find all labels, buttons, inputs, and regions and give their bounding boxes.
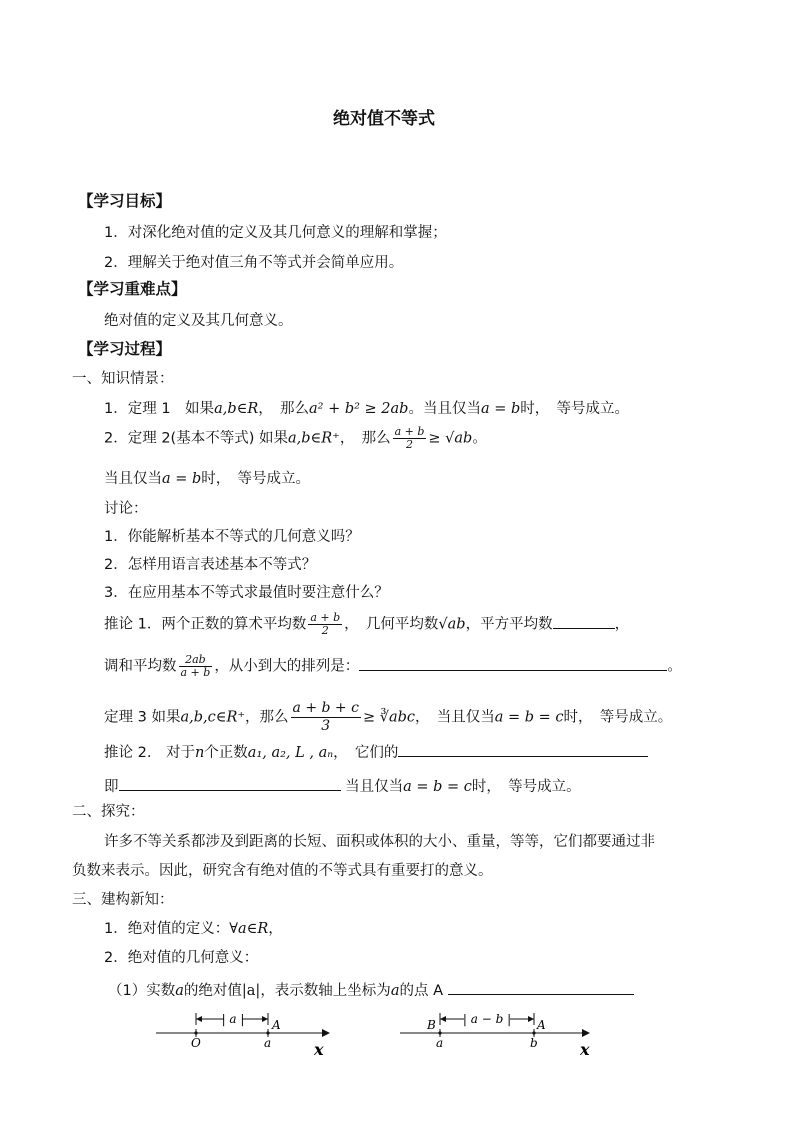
theorem-2-condition-line: [104, 470, 310, 488]
thm2-line2-prefix: 当且仅当: [104, 471, 162, 487]
cor1-fraction: [308, 612, 342, 637]
cor1-frac-den: 2: [321, 624, 329, 637]
axis-arrow: [582, 1029, 590, 1037]
cor1-tail: ，平方平均数: [465, 616, 553, 633]
thm3-fraction: [291, 700, 361, 735]
cor1-end: ，: [614, 616, 630, 633]
part1-heading: 一、知识情景：: [72, 371, 174, 387]
theorem-3: [104, 700, 672, 735]
thm3-frac-den: 3: [321, 718, 331, 734]
thm3-eq: a = b = c: [494, 709, 564, 726]
fig2-abs-label: | a − b |: [462, 1012, 512, 1026]
theorem-1: [104, 400, 629, 418]
item1-a2: a: [390, 983, 400, 999]
harm-frac-num: 2ab: [179, 654, 213, 667]
part3-heading: 三、建构新知：: [72, 892, 174, 908]
thm2-frac-den: 2: [405, 438, 413, 451]
thm3-frac-num: a + b + c: [292, 700, 359, 716]
cor2-prefix: 推论 2. 对于: [104, 745, 195, 761]
thm2-prefix: 2．定理 2(基本不等式) 如果: [104, 430, 288, 447]
harm-tail: ，从小到大的排列是：: [214, 658, 360, 675]
item1-abs: |a|: [241, 983, 261, 999]
dim-arrow-left: [440, 1016, 446, 1022]
goal-2: 2．理解关于绝对值三角不等式并会简单应用。: [104, 255, 404, 271]
cor1-prefix: 推论 1．两个正数的算术平均数: [104, 616, 307, 633]
thm1-tail1: 。当且仅当: [408, 401, 481, 417]
geo-item-1: [108, 980, 634, 1000]
geo-meaning-label: 2．绝对值的几何意义：: [104, 950, 259, 966]
fig2-point-B: B: [427, 1018, 436, 1032]
keypoints-heading: 【学习重难点】: [78, 280, 187, 298]
def-prefix: 1．绝对值的定义：: [104, 921, 230, 937]
fig1-tick-a-label: a: [264, 1036, 272, 1050]
thm1-prefix: 1．定理 1 如果: [104, 401, 215, 417]
item1-tail: 的点 A: [399, 983, 443, 999]
cor2-sequence: a₁, a₂, L , aₙ: [247, 745, 334, 761]
item1-mid2: ，表示数轴上坐标为: [260, 983, 391, 999]
fig2-axis-label: x: [580, 1040, 590, 1059]
harm-fraction: [179, 654, 213, 679]
part2-heading: 二、探究：: [72, 804, 145, 820]
goal-1: 1．对深化绝对值的定义及其几何意义的理解和掌握；: [104, 225, 447, 241]
thm1-equality: a = b: [480, 401, 521, 417]
item1-mid1: 的绝对值: [183, 983, 242, 999]
cor2-blank-2[interactable]: [119, 776, 341, 791]
dim-arrow-right: [528, 1016, 534, 1022]
fig1-abs-label: | a |: [221, 1012, 245, 1026]
thm1-inequality: a² + b² ≥ 2ab: [309, 401, 409, 417]
harm-frac-den: a + b: [180, 666, 211, 679]
cor2-tail: ， 它们的: [333, 745, 399, 761]
fig2-tick-a-label: a: [436, 1036, 444, 1050]
thm2-mid: ， 那么: [339, 430, 391, 447]
point-b: [532, 1031, 535, 1034]
thm3-tail1: ， 当且仅当: [415, 709, 495, 726]
item1-a: a: [175, 983, 184, 999]
corollary-2: [104, 742, 648, 762]
harm-end: 。: [667, 658, 682, 675]
cor1-frac-num: a + b: [310, 611, 341, 624]
thm2-tail: 。: [472, 430, 487, 447]
theorem-2: [104, 426, 487, 451]
thm1-tail2: 时， 等号成立。: [520, 401, 629, 417]
discussion-q1: 1．你能解析基本不等式的几何意义吗？: [104, 529, 360, 545]
thm3-mid: ，那么: [245, 709, 289, 726]
fig2-tick-b-label: b: [530, 1036, 538, 1050]
thm3-condition: a,b,c∈R⁺: [180, 709, 246, 726]
harmonic-mean-line: [104, 654, 682, 679]
process-heading: 【学习过程】: [78, 340, 172, 358]
thm2-frac-num: a + b: [394, 425, 425, 438]
corollary-2-line2: [104, 776, 581, 796]
fig1-point-A: A: [272, 1018, 281, 1032]
part2-para-line1: 许多不等关系都涉及到距离的长短、面积或体积的大小、重量，等等，它们都要通过非: [104, 834, 655, 850]
discussion-q2: 2．怎样用语言表述基本不等式？: [104, 557, 317, 573]
part2-para-line2: 负数来表示。因此，研究含有绝对值的不等式具有重要打的意义。: [72, 863, 493, 879]
def-math: ∀a∈R: [229, 921, 269, 937]
thm1-condition: a,b∈R: [214, 401, 259, 417]
cor1-mid: ， 几何平均数: [344, 616, 439, 633]
thm2-condition: a,b∈R⁺: [287, 430, 340, 447]
number-line-figure-1: [150, 1005, 340, 1063]
page-title: 绝对值不等式: [333, 109, 435, 129]
thm2-line2-eq: a = b: [162, 471, 202, 487]
discussion-q3: 3．在应用基本不等式求最值时要注意什么？: [104, 585, 389, 601]
thm3-prefix: 定理 3 如果: [104, 709, 181, 726]
cor2-line2-eq: a = b = c: [403, 779, 472, 795]
thm3-rhs: ≥ ∛abc: [362, 709, 415, 726]
ordering-blank[interactable]: [359, 656, 667, 671]
item1-prefix: （1）实数: [108, 983, 176, 999]
thm3-tail2: 时， 等号成立。: [563, 709, 673, 726]
cor2-mid: 个正数: [204, 745, 248, 761]
cor2-n: n: [194, 745, 205, 761]
harm-prefix: 调和平均数: [104, 658, 177, 675]
point-a: [266, 1031, 269, 1034]
cor2-line2-mid: 当且仅当: [345, 779, 404, 795]
fig2-point-A: A: [537, 1018, 546, 1032]
corollary-1: [104, 612, 629, 637]
geo-item1-blank[interactable]: [448, 980, 634, 995]
quadratic-mean-blank[interactable]: [553, 614, 615, 629]
keypoints-text: 绝对值的定义及其几何意义。: [104, 313, 293, 329]
abs-definition: [104, 920, 283, 938]
cor2-line2-prefix: 即: [104, 779, 119, 795]
thm1-mid: ， 那么: [258, 401, 309, 417]
cor2-line2-tail: 时， 等号成立。: [471, 779, 581, 795]
fig1-origin-label: O: [191, 1036, 201, 1050]
cor1-sqrt: √ab: [438, 616, 466, 633]
thm2-fraction: [393, 426, 427, 451]
fig1-axis-label: x: [314, 1040, 324, 1059]
goals-heading: 【学习目标】: [78, 192, 172, 210]
number-line-figure-2: [396, 1005, 606, 1063]
cor2-blank-1[interactable]: [398, 742, 648, 757]
dim-arrow-left: [196, 1016, 202, 1022]
discuss-label: 讨论：: [104, 501, 148, 517]
def-tail: ，: [268, 921, 283, 937]
point-a: [438, 1031, 441, 1034]
dim-arrow-right: [262, 1016, 268, 1022]
point-origin: [194, 1031, 197, 1034]
axis-arrow: [322, 1029, 330, 1037]
thm2-line2-tail: 时， 等号成立。: [201, 471, 311, 487]
thm2-rhs: ≥ √ab: [428, 430, 473, 447]
